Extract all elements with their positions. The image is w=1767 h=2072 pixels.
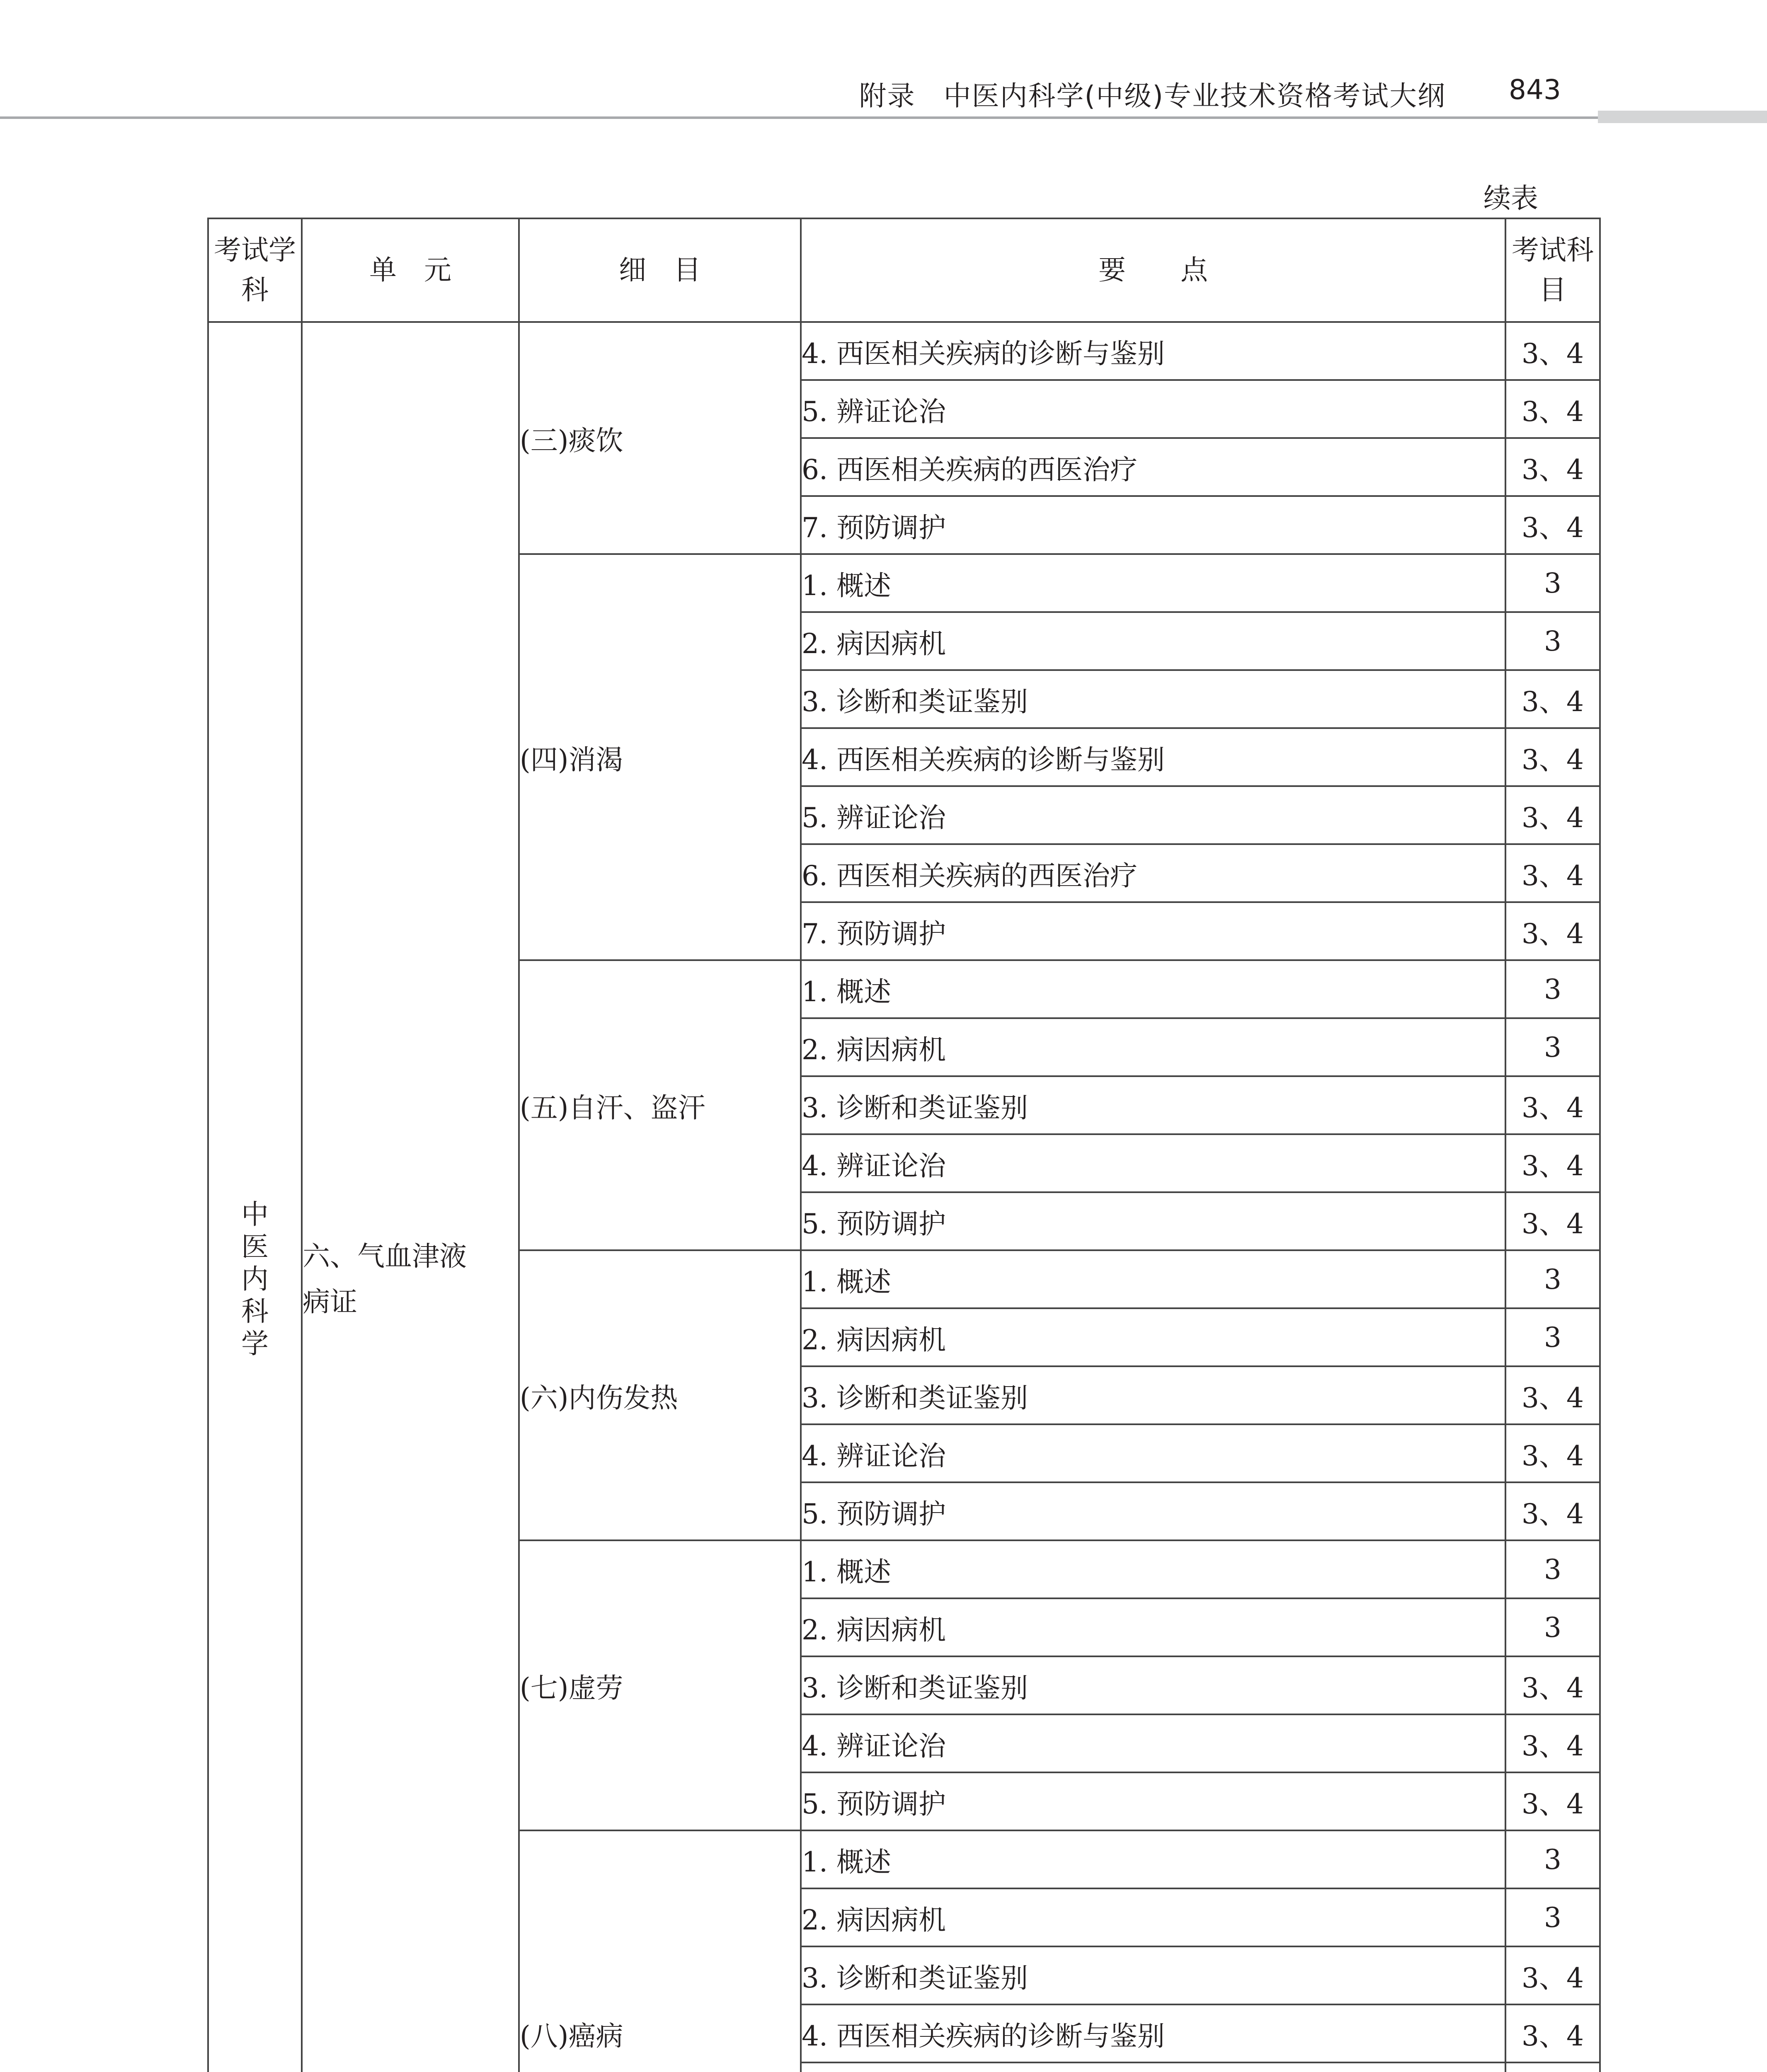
level-cell: 3、4 xyxy=(1505,2004,1600,2062)
unit-cell xyxy=(302,322,519,2072)
level-cell: 3 xyxy=(1505,1540,1600,1598)
point-cell: 7. 预防调护 xyxy=(801,496,1505,554)
subject-cell xyxy=(208,322,302,2072)
point-cell: 4. 西医相关疾病的诊断与鉴别 xyxy=(801,322,1505,380)
point-cell: 5. 预防调护 xyxy=(801,1482,1505,1540)
subject-text: 中 医 内 科 学 xyxy=(241,1198,269,1360)
level-cell xyxy=(1505,2062,1600,2072)
level-cell: 3、4 xyxy=(1505,496,1600,554)
point-cell: 3. 诊断和类证鉴别 xyxy=(801,670,1505,728)
point-cell: 5. 辨证论治 xyxy=(801,380,1505,438)
header-point: 要 点 xyxy=(801,218,1505,322)
point-cell: 4. 辨证论治 xyxy=(801,1134,1505,1192)
item-cell: (七)虚劳 xyxy=(519,1540,801,1830)
table-body xyxy=(208,322,1600,2072)
level-cell: 3、4 xyxy=(1505,1076,1600,1134)
item-cell: (六)内伤发热 xyxy=(519,1250,801,1540)
header-subject: 考试学科 xyxy=(208,218,302,322)
level-cell: 3、4 xyxy=(1505,902,1600,960)
level-cell: 3、4 xyxy=(1505,1482,1600,1540)
syllabus-table xyxy=(207,218,1601,2072)
point-cell: 3. 诊断和类证鉴别 xyxy=(801,1076,1505,1134)
header-level: 考试科目 xyxy=(1505,218,1600,322)
table-continued-label: 续表 xyxy=(1483,182,1538,214)
level-cell: 3 xyxy=(1505,1308,1600,1366)
level-cell: 3、4 xyxy=(1505,380,1600,438)
point-cell xyxy=(801,2062,1505,2072)
level-cell: 3、4 xyxy=(1505,322,1600,380)
level-cell: 3 xyxy=(1505,1888,1600,1946)
level-cell: 3、4 xyxy=(1505,1946,1600,2004)
point-cell: 1. 概述 xyxy=(801,1830,1505,1888)
point-cell: 5. 预防调护 xyxy=(801,1772,1505,1830)
header-unit: 单 元 xyxy=(302,218,519,322)
level-cell: 3 xyxy=(1505,1250,1600,1308)
item-cell: (五)自汗、盗汗 xyxy=(519,960,801,1250)
level-cell: 3 xyxy=(1505,1598,1600,1656)
level-cell: 3、4 xyxy=(1505,728,1600,786)
point-cell: 3. 诊断和类证鉴别 xyxy=(801,1946,1505,2004)
table-row xyxy=(208,322,1600,380)
unit-text: 六、气血津液病证 xyxy=(303,1240,467,1318)
table-header-row xyxy=(208,218,1600,322)
point-cell: 4. 辨证论治 xyxy=(801,1424,1505,1482)
point-cell: 2. 病因病机 xyxy=(801,1888,1505,1946)
level-cell: 3、4 xyxy=(1505,1772,1600,1830)
point-cell: 2. 病因病机 xyxy=(801,1018,1505,1076)
header-rule xyxy=(0,116,1767,119)
point-cell: 1. 概述 xyxy=(801,1250,1505,1308)
point-cell: 1. 概述 xyxy=(801,960,1505,1018)
level-cell: 3 xyxy=(1505,554,1600,612)
level-cell: 3、4 xyxy=(1505,1366,1600,1424)
point-cell: 4. 西医相关疾病的诊断与鉴别 xyxy=(801,728,1505,786)
item-cell: (四)消渴 xyxy=(519,554,801,960)
level-cell: 3 xyxy=(1505,960,1600,1018)
level-cell: 3、4 xyxy=(1505,438,1600,496)
level-cell: 3、4 xyxy=(1505,786,1600,844)
point-cell: 5. 辨证论治 xyxy=(801,786,1505,844)
level-cell: 3、4 xyxy=(1505,1714,1600,1772)
item-cell: (八)癌病 xyxy=(519,1830,801,2072)
level-cell: 3、4 xyxy=(1505,1424,1600,1482)
point-cell: 7. 预防调护 xyxy=(801,902,1505,960)
header-item: 细 目 xyxy=(519,218,801,322)
item-cell: (三)痰饮 xyxy=(519,322,801,554)
level-cell: 3、4 xyxy=(1505,1656,1600,1714)
point-cell: 3. 诊断和类证鉴别 xyxy=(801,1366,1505,1424)
level-cell: 3 xyxy=(1505,1018,1600,1076)
point-cell: 2. 病因病机 xyxy=(801,1598,1505,1656)
level-cell: 3、4 xyxy=(1505,670,1600,728)
point-cell: 2. 病因病机 xyxy=(801,612,1505,670)
running-header-title: 附录 中医内科学(中级)专业技术资格考试大纲 xyxy=(859,80,1446,112)
point-cell: 1. 概述 xyxy=(801,1540,1505,1598)
point-cell: 5. 预防调护 xyxy=(801,1192,1505,1250)
page-number: 843 xyxy=(1509,74,1561,106)
level-cell: 3、4 xyxy=(1505,844,1600,902)
point-cell: 1. 概述 xyxy=(801,554,1505,612)
point-cell: 4. 西医相关疾病的诊断与鉴别 xyxy=(801,2004,1505,2062)
header-accent-bar xyxy=(1598,111,1767,123)
point-cell: 6. 西医相关疾病的西医治疗 xyxy=(801,438,1505,496)
point-cell: 4. 辨证论治 xyxy=(801,1714,1505,1772)
point-cell: 6. 西医相关疾病的西医治疗 xyxy=(801,844,1505,902)
level-cell: 3 xyxy=(1505,1830,1600,1888)
level-cell: 3、4 xyxy=(1505,1192,1600,1250)
level-cell: 3 xyxy=(1505,612,1600,670)
point-cell: 2. 病因病机 xyxy=(801,1308,1505,1366)
point-cell: 3. 诊断和类证鉴别 xyxy=(801,1656,1505,1714)
level-cell: 3、4 xyxy=(1505,1134,1600,1192)
